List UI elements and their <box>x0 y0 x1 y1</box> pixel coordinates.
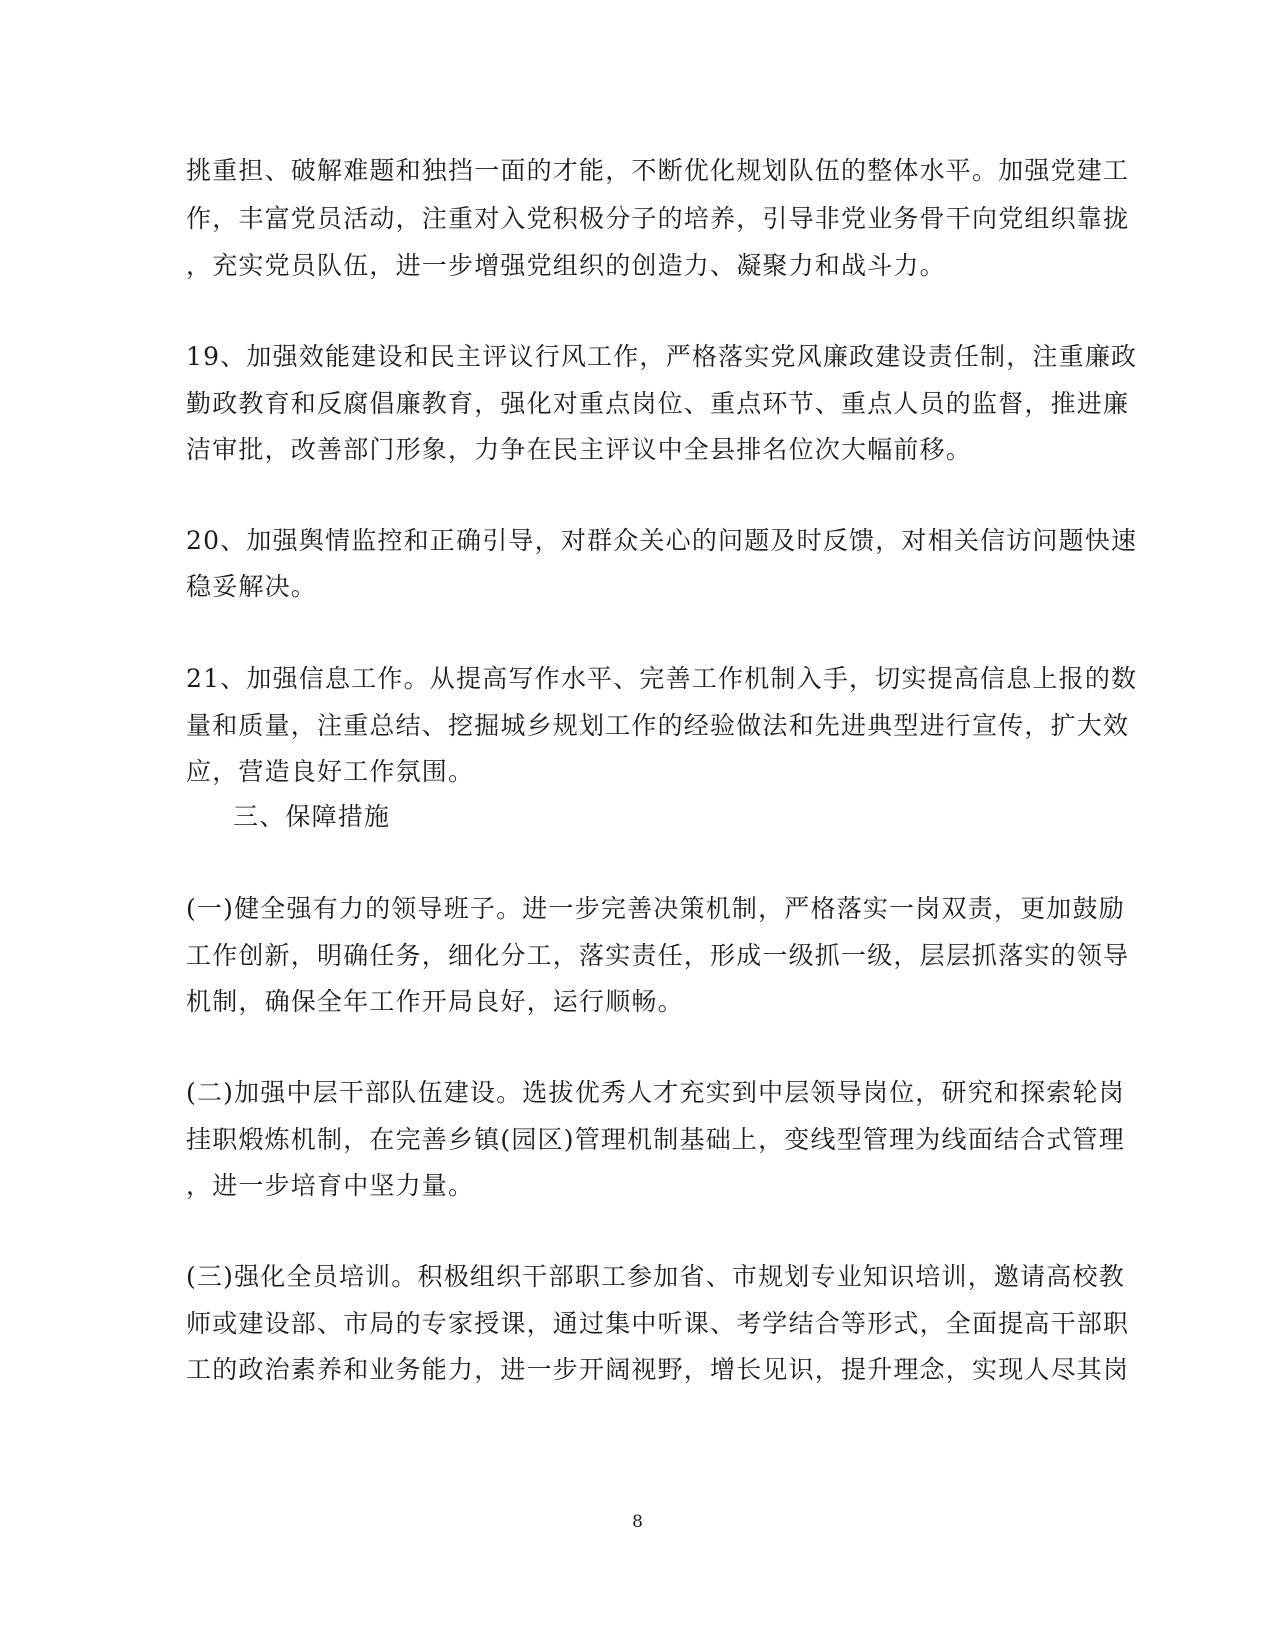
text-line: 洁审批，改善部门形象，力争在民主评议中全县排名位次大幅前移。 <box>186 435 973 464</box>
text-line: ，充实党员队伍，进一步增强党组织的创造力、凝聚力和战斗力。 <box>186 251 946 280</box>
text-line: 机制，确保全年工作开局良好，运行顺畅。 <box>186 987 684 1016</box>
text-line: 作，丰富党员活动，注重对入党积极分子的培养，引导非党业务骨干向党组织靠拢 <box>186 204 1130 233</box>
text-line: 挂职煅炼机制，在完善乡镇(园区)管理机制基础上，变线型管理为线面结合式管理 <box>186 1125 1125 1154</box>
text-line: (二)加强中层干部队伍建设。选拔优秀人才充实到中层领导岗位，研究和探索轮岗 <box>186 1078 1125 1107</box>
page-number: 8 <box>632 1512 643 1532</box>
text-line: (一)健全强有力的领导班子。进一步完善决策机制，严格落实一岗双责，更加鼓励 <box>186 894 1125 923</box>
text-line: ，进一步培育中坚力量。 <box>186 1171 475 1200</box>
text-line: 工作创新，明确任务，细化分工，落实责任，形成一级抓一级，层层抓落实的领导 <box>186 941 1130 970</box>
text-line: 20、加强舆情监控和正确引导，对群众关心的问题及时反馈，对相关信访问题快速 <box>186 526 1138 555</box>
text-line: 21、加强信息工作。从提高写作水平、完善工作机制入手，切实提高信息上报的数 <box>186 664 1138 693</box>
text-line: 量和质量，注重总结、挖掘城乡规划工作的经验做法和先进典型进行宣传，扩大效 <box>186 711 1130 740</box>
text-line: 19、加强效能建设和民主评议行风工作，严格落实党风廉政建设责任制，注重廉政 <box>186 342 1138 371</box>
text-line: 工的政治素养和业务能力，进一步开阔视野，增长见识，提升理念，实现人尽其岗 <box>186 1355 1130 1384</box>
section-heading: 三、保障措施 <box>233 802 391 831</box>
text-line: 挑重担、破解难题和独挡一面的才能，不断优化规划队伍的整体水平。加强党建工 <box>186 156 1130 185</box>
text-line: 师或建设部、市局的专家授课，通过集中听课、考学结合等形式，全面提高干部职 <box>186 1309 1130 1338</box>
text-line: 稳妥解决。 <box>186 572 318 601</box>
text-line: (三)强化全员培训。积极组织干部职工参加省、市规划专业知识培训，邀请高校教 <box>186 1262 1125 1291</box>
text-line: 应，营造良好工作氛围。 <box>186 757 475 786</box>
text-line: 勤政教育和反腐倡廉教育，强化对重点岗位、重点环节、重点人员的监督，推进廉 <box>186 389 1130 418</box>
